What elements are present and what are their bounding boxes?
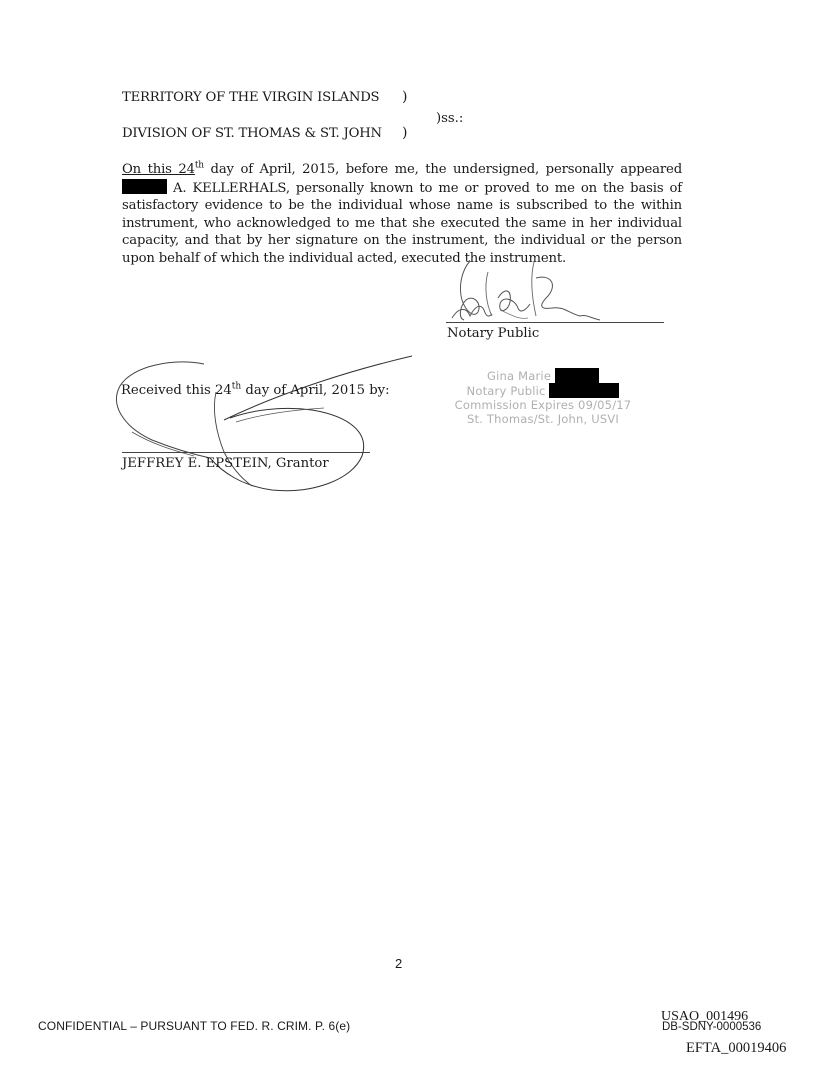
- venue-division: DIVISION OF ST. THOMAS & ST. JOHN: [122, 126, 382, 141]
- ack-sup: th: [194, 160, 204, 171]
- grantor-signature-image: [112, 352, 422, 497]
- page-number: 2: [395, 956, 403, 971]
- redaction-block-stamp-number: [549, 383, 619, 398]
- bates-efta: EFTA_00019406: [686, 1040, 787, 1056]
- stamp-line-location: St. Thomas/St. John, USVI: [467, 412, 619, 426]
- bates-usao: USAO_001496: [661, 1009, 749, 1024]
- stamp-line-commission: Commission Expires 09/05/17: [454, 398, 632, 412]
- stamp-line-title: Notary Public: [430, 383, 656, 398]
- ack-text-2: A. KELLERHALS, personally known to me or proved to me on the basis of satisfactory evidence to be the individual whose name is subscribed to the within instrument, who acknowledged to me that she executed the same in her individual capacity, and that by her signature on the instrument, the individual or the person upon behalf of which the individual acted, executed the instrument.: [122, 180, 682, 266]
- acknowledgment-paragraph: [122, 161, 682, 268]
- notary-signature-line: [446, 322, 664, 323]
- stamp-line-name: Gina Marie: [430, 368, 656, 383]
- grantor-name: JEFFREY E. EPSTEIN, Grantor: [122, 456, 329, 471]
- venue-paren-top: ): [402, 89, 408, 105]
- redaction-block-name: [122, 179, 167, 194]
- ack-intro: On this 24: [122, 162, 195, 177]
- confidential-footer: CONFIDENTIAL – PURSUANT TO FED. R. CRIM. P. 6(e): [38, 1019, 351, 1033]
- notary-public-label: Notary Public: [447, 326, 540, 341]
- venue-paren-bottom: ): [402, 125, 408, 141]
- redaction-block-stamp-name: [555, 368, 599, 383]
- received-line: Received this 24th day of April, 2015 by:: [121, 381, 390, 398]
- venue-ss: )ss.:: [436, 111, 464, 126]
- notary-stamp: [430, 368, 656, 426]
- venue-territory: TERRITORY OF THE VIRGIN ISLANDS: [122, 90, 380, 105]
- ack-text-1: day of April, 2015, before me, the undersigned, personally appeared: [203, 162, 682, 177]
- grantor-signature-line: [122, 452, 370, 453]
- notary-signature-image: [440, 258, 590, 328]
- bates-db-sdny: DB-SDNY-0000536: [662, 1021, 762, 1033]
